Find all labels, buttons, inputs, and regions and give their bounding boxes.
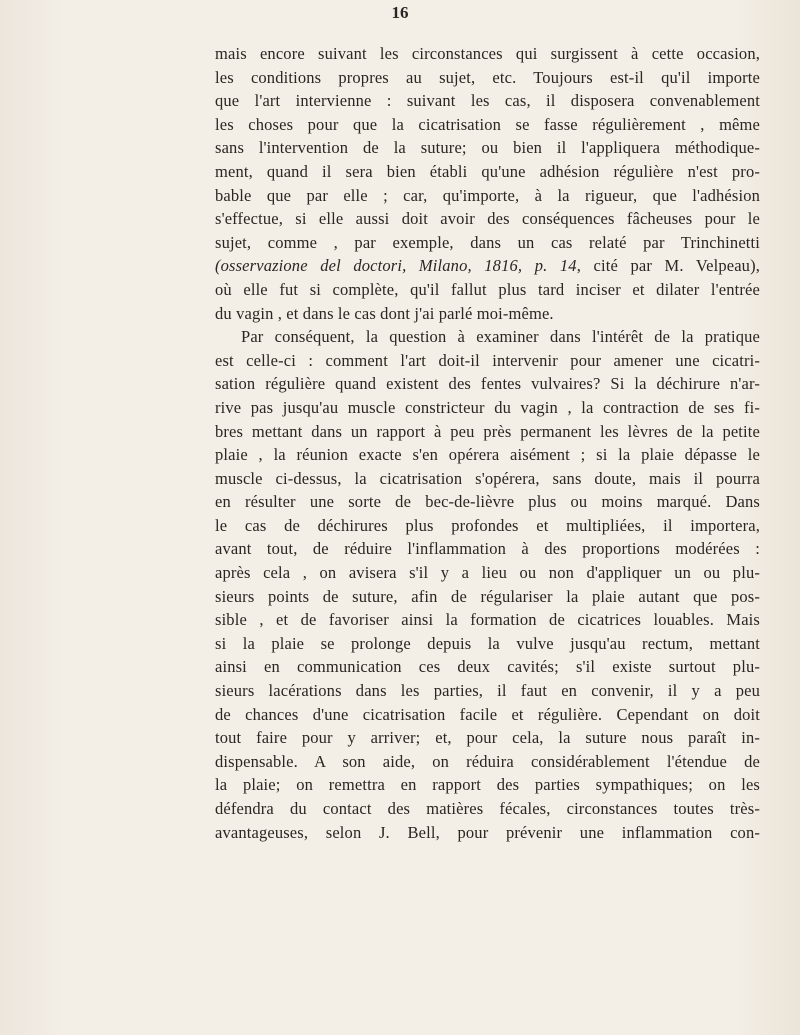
text-line: ment, quand il sera bien établi qu'une adhésion régulière n'est pro- (215, 161, 760, 181)
text-line: avantageuses, selon J. Bell, pour prévenir une inflammation con- (215, 822, 760, 842)
text-line: sieurs lacérations dans les parties, il faut en convenir, il y a peu (215, 681, 760, 701)
text-line: avant tout, de réduire l'inflammation à des proportions modérées : (215, 539, 760, 559)
text-line: s'effectue, si elle aussi doit avoir des conséquences fâcheuses pour le (215, 209, 760, 229)
text-line: où elle fut si complète, qu'il fallut plus tard inciser et dilater l'entrée (215, 279, 760, 299)
text-line: les conditions propres au sujet, etc. Toujours est-il qu'il importe (215, 67, 760, 87)
text-line: Par conséquent, la question à examiner dans l'intérêt de la pratique (241, 327, 760, 347)
text-line: du vagin , et dans le cas dont j'ai parlé moi-même. (215, 303, 554, 323)
text-line: mais encore suivant les circonstances qui surgissent à cette occasion, (215, 44, 760, 63)
text-line: rive pas jusqu'au muscle constricteur du vagin , la contraction de ses fi- (215, 397, 760, 417)
text-line: que l'art intervienne : suivant les cas, il disposera convenablement (215, 91, 760, 111)
text-line: sujet, comme , par exemple, dans un cas relaté par Trinchinetti (215, 232, 760, 252)
text-line: après cela , on avisera s'il y a lieu ou non d'appliquer un ou plu- (215, 563, 760, 583)
text-line: ainsi en communication ces deux cavités; s'il existe surtout plu- (215, 657, 760, 677)
text-line: en résulter une sorte de bec-de-lièvre plus ou moins marqué. Dans (215, 492, 760, 512)
page-number: 16 (391, 3, 409, 22)
citation-attribution: , cité par M. Velpeau), (576, 256, 760, 276)
text-line: de chances d'une cicatrisation facile et régulière. Cependant on doit (215, 704, 760, 724)
body-text (215, 42, 760, 844)
text-line: bable que par elle ; car, qu'importe, à la rigueur, que l'adhésion (215, 185, 760, 205)
text-line: bres mettant dans un rapport à peu près permanent les lèvres de la petite (215, 421, 760, 441)
text-line: si la plaie se prolonge depuis la vulve jusqu'au rectum, mettant (215, 633, 760, 653)
text-line: défendra du contact des matières fécales, circonstances toutes très- (215, 799, 760, 818)
text-line: la plaie; on remettra en rapport des parties sympathiques; on les (215, 775, 760, 795)
text-line: les choses pour que la cicatrisation se fasse régulièrement , même (215, 114, 760, 134)
text-line: muscle ci-dessus, la cicatrisation s'opérera, sans doute, mais il pourra (215, 468, 760, 488)
text-line: le cas de déchirures plus profondes et multipliées, il importera, (215, 515, 760, 535)
text-line: sans l'intervention de la suture; ou bien il l'appliquera méthodique- (215, 138, 760, 158)
text-line: tout faire pour y arriver; et, pour cela, la suture nous paraît in- (215, 728, 760, 748)
citation-reference: (osservazione del doctori, Milano, 1816, p. 14 (215, 256, 577, 276)
text-line: plaie , la réunion exacte s'en opérera aisément ; si la plaie dépasse le (215, 445, 760, 465)
text-line: dispensable. A son aide, on réduira considérablement l'étendue de (215, 751, 760, 771)
text-line: sieurs points de suture, afin de régulariser la plaie autant que pos- (215, 586, 760, 606)
text-line: sation régulière quand existent des fentes vulvaires? Si la déchirure n'ar- (215, 374, 760, 394)
citation-line (215, 254, 760, 278)
text-line: est celle-ci : comment l'art doit-il intervenir pour amener une cicatri- (215, 350, 760, 370)
text-line: sible , et de favoriser ainsi la formation de cicatrices louables. Mais (215, 610, 760, 630)
